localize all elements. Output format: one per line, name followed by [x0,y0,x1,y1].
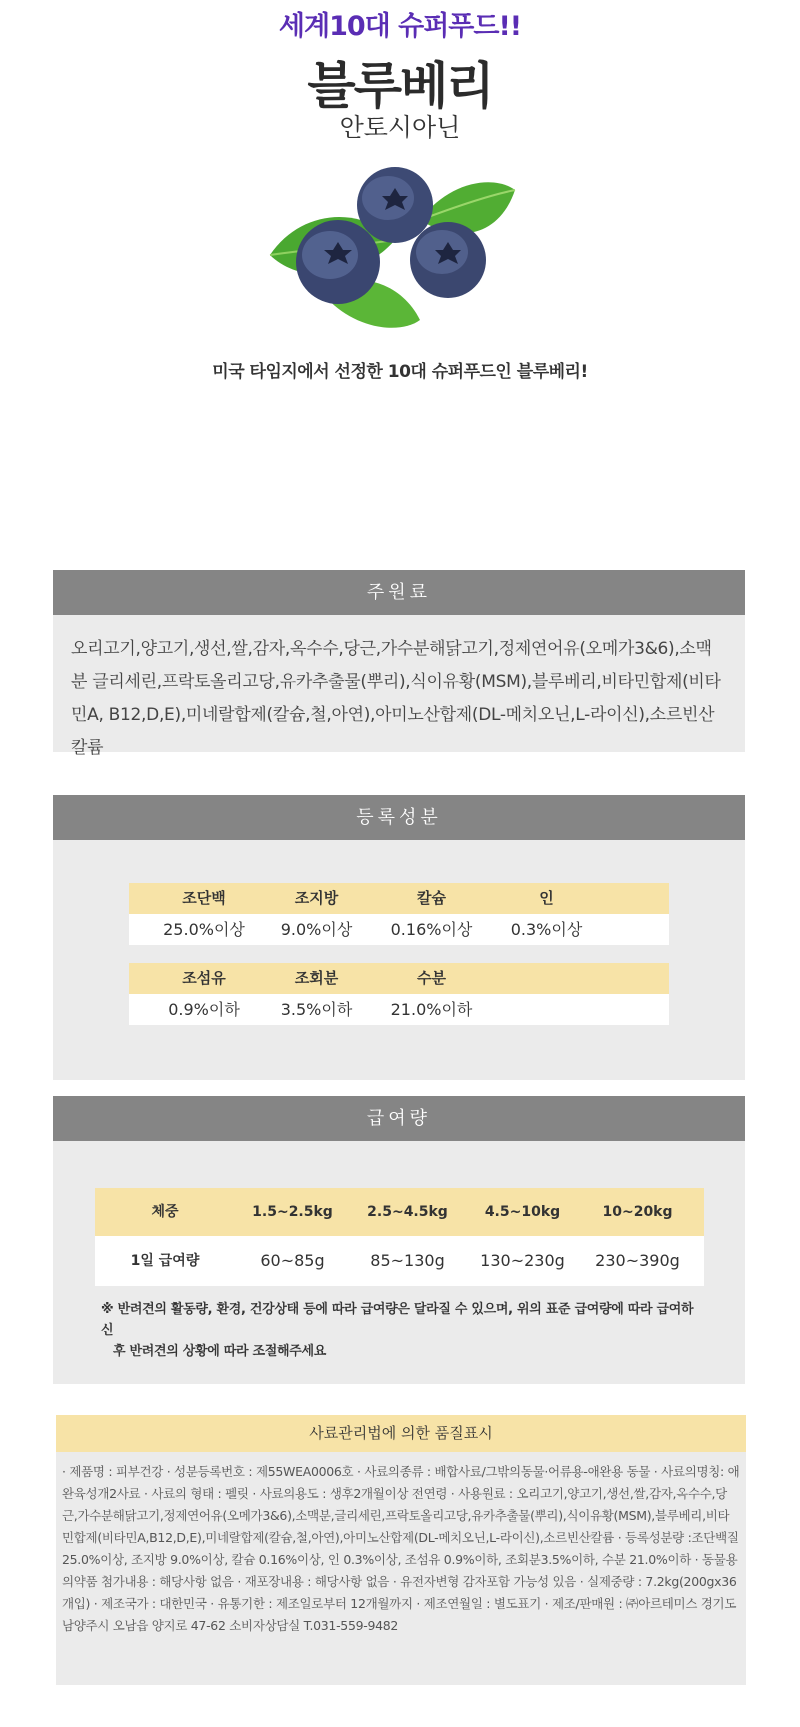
analysis-value-cell: 21.0%이하 [390,1000,473,1019]
feeding-note-line: ※ 반려견의 활동량, 환경, 건강상태 등에 따라 급여량은 달라질 수 있으며, 위의 표준 급여량에 따라 급여하신 [101,1302,694,1338]
feeding-amount-row [95,1236,704,1286]
feeding-note-line: 후 반려견의 상황에 따라 조절해주세요 [113,1344,327,1359]
analysis-header-cell: 칼슘 [417,889,446,907]
feeding-table [95,1188,704,1286]
analysis-header-cell: 수분 [417,969,446,987]
hero-section [0,0,800,520]
analysis-table-2 [129,963,669,1025]
analysis-value-cell: 0.3%이상 [510,920,583,939]
quality-heading: 사료관리법에 의한 품질표시 [56,1415,746,1452]
analysis-header-cell: 인 [539,889,554,907]
hero-subtitle: 안토시아닌 [339,113,461,142]
analysis-value-cell: 25.0%이상 [163,920,245,939]
feeding-weight-cell: 1.5~2.5kg [252,1204,333,1220]
analysis-value-row [129,994,669,1025]
analysis-header-cell: 조지방 [294,889,339,907]
analysis-panel [53,795,745,1080]
hero-caption: 미국 타임지에서 선정한 10대 슈퍼푸드인 블루베리! [212,362,588,382]
feeding-note [101,1299,701,1362]
feeding-weight-label: 체중 [151,1204,179,1220]
quality-panel [56,1415,746,1685]
feeding-amount-cell: 130~230g [480,1251,565,1270]
analysis-header-cell: 조섬유 [182,969,226,987]
analysis-value-cell: 9.0%이상 [280,920,353,939]
analysis-header-row [129,963,669,994]
analysis-heading: 등록성분 [53,795,745,840]
feeding-heading: 급여량 [53,1096,745,1141]
ingredients-text: 오리고기,양고기,생선,쌀,감자,옥수수,당근,가수분해닭고기,정제연어유(오메가3&6),소맥분 글리세린,프락토올리고당,유카추출물(뿌리),식이유황(MSM),블루베리,비타민합제(비타민A, B12,D,E),미네랄합제(칼슘,철,아연),아미노산합제(DL-메치오닌,L-라이신),소르빈산칼륨 [71,639,721,758]
feeding-weight-row [95,1188,704,1236]
ingredients-panel [53,570,745,758]
analysis-header-cell: 조회분 [294,969,339,987]
hero-title: 블루베리 [307,57,493,115]
feeding-weight-cell: 4.5~10kg [484,1204,561,1220]
feeding-amount-cell: 60~85g [260,1251,325,1270]
analysis-header-row [129,883,669,914]
analysis-value-cell: 3.5%이하 [280,1000,353,1019]
feeding-weight-cell: 2.5~4.5kg [367,1204,448,1220]
feeding-panel [53,1096,745,1384]
analysis-value-cell: 0.16%이상 [390,920,473,939]
quality-text: · 제품명 : 피부건강 · 성분등록번호 : 제55WEA0006호 · 사료의종류 : 배합사료/그밖의동물·어류용-애완용 동물 · 사료의명칭: 애완육성개2사료 · 사료의 형태 : 펠릿 · 사료의용도 : 생후2개월이상 전연령 · 사용원료 : 오리고기,양고기,생선,쌀,감자,옥수수,당근,가수분해닭고기,정제연어유(오메가3&6),소맥분,글리세린,프락토올리고당,유카추출물(뿌리),식이유황(MSM),블루베리,비타민합제(비타민A,B12,D,E),미네랄합제(칼슘,철,아연),아미노산합제(DL-메치오닌,L-라이신),소르빈산칼륨 · 등록성분량 :조단백질 25.0%이상, 조지방 9.0%이상, 칼슘 0.16%이상, 인 0.3%이상, 조섬유 0.9%이하, 조회분3.5%이하, 수분 21.0%이하 · 동물용 의약품 첨가내용 : 해당사항 없음 · 재포장내용 : 해당사항 없음 · 유전자변형 감자포함 가능성 있음 · 실제중량 : 7.2kg(200gx36개입) · 제조국가 : 대한민국 · 유통기한 : 제조일로부터 12개월까지 · 제조연월일 : 별도표기 · 제조/판매원 : ㈜아르테미스 경기도 남양주시 오남읍 양지로 47-62 소비자상담실 T.031-559-9482 [62,1464,740,1633]
ingredients-heading: 주원료 [53,570,745,615]
hero-kicker: 세계10대 슈퍼푸드!! [278,11,522,42]
feeding-weight-cell: 10~20kg [602,1204,673,1220]
feeding-amount-cell: 230~390g [595,1251,680,1270]
blueberry-image [260,160,520,340]
analysis-table-1 [129,883,669,945]
analysis-value-cell: 0.9%이하 [168,1000,240,1019]
feeding-daily-label: 1일 급여량 [130,1253,200,1269]
analysis-header-cell: 조단백 [182,889,226,907]
feeding-amount-cell: 85~130g [370,1251,445,1270]
analysis-value-row [129,914,669,945]
